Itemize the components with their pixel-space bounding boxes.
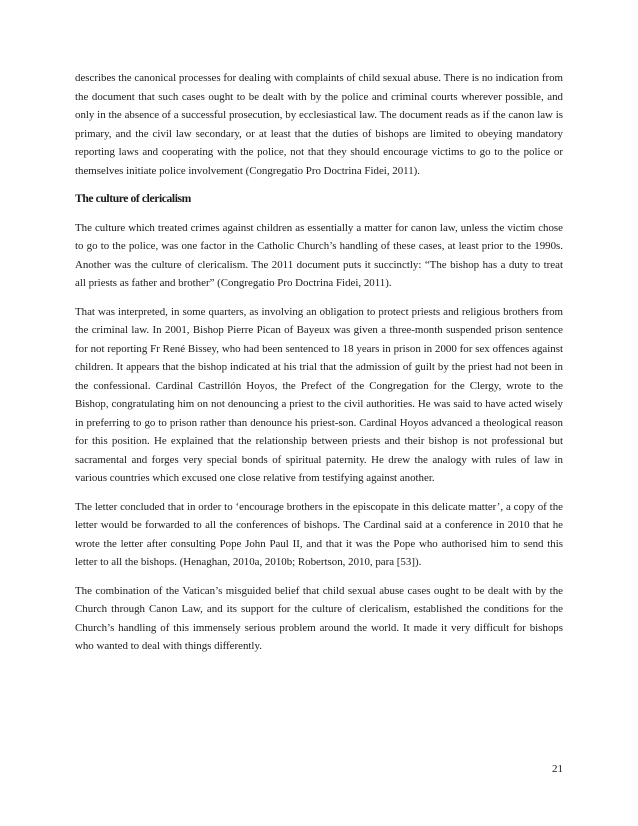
section-heading: The culture of clericalism [75,192,191,205]
paragraph-letter: The letter concluded that in order to ‘encourage brothers in the episcopate in this delicate matter’, a copy of the letter would be forwarded to all the conferences of bishops. The Cardinal said at a conference in 2010 that he wrote the letter after consulting Pope John Paul II, and that it was the Pope who authorised him to send this letter to all the bishops. (Henaghan, 2010a, 2010b; Robertson, 2010, para [53]). [75,500,563,568]
page-number: 21 [552,763,563,775]
paragraph-pican-case: That was interpreted, in some quarters, as involving an obligation to protect priests and religious brothers from the criminal law. In 2001, Bishop Pierre Pican of Bayeux was given a three-month suspended prison sentence for not reporting Fr René Bissey, who had been sentenced to 18 years in prison in 2000 for sex offences against children. It appears that the bishop indicated at his trial that the admission of guilt by the priest had not been in the confessional. Cardinal Castrillón Hoyos, the Prefect of the Congregation for the Clergy, wrote to the Bishop, congratulating him on not denouncing a priest to the civil authorities. He was said to have acted wisely in preferring to go to prison rather than denounce his priest-son. Cardinal Hoyos advanced a theological reason for this position. He explained that the relationship between priests and their bishop is not professional but sacramental and forges very special bonds of spiritual paternity. He drew the analogy with rules of law in various countries which excused one close relative from testifying against another. [75,305,563,484]
paragraph-conclusion: The combination of the Vatican’s misguided belief that child sexual abuse cases ought to be dealt with by the Church through Canon Law, and its support for the culture of clericalism, established the conditions for the Church’s handling of this immensely serious problem around the world. It made it very difficult for bishops who wanted to deal with things differently. [75,584,563,652]
document-page [75,69,563,656]
paragraph-culture: The culture which treated crimes against children as essentially a matter for canon law, unless the victim chose to go to the police, was one factor in the Catholic Church’s handling of these cases, at least prior to the 1990s. Another was the culture of clericalism. The 2011 document puts it succinctly: “The bishop has a duty to treat all priests as father and brother” (Congregatio Pro Doctrina Fidei, 2011). [75,221,563,289]
paragraph-intro: describes the canonical processes for dealing with complaints of child sexual abuse. There is no indication from the document that such cases ought to be dealt with by the police and criminal courts wherever possible, and only in the absence of a successful prosecution, by ecclesiastical law. The document reads as if the canon law is primary, and the civil law secondary, or at least that the duties of bishops are limited to obeying mandatory reporting laws and cooperating with the police, not that they should encourage victims to go to the police or themselves initiate police involvement (Congregatio Pro Doctrina Fidei, 2011). [75,72,563,177]
